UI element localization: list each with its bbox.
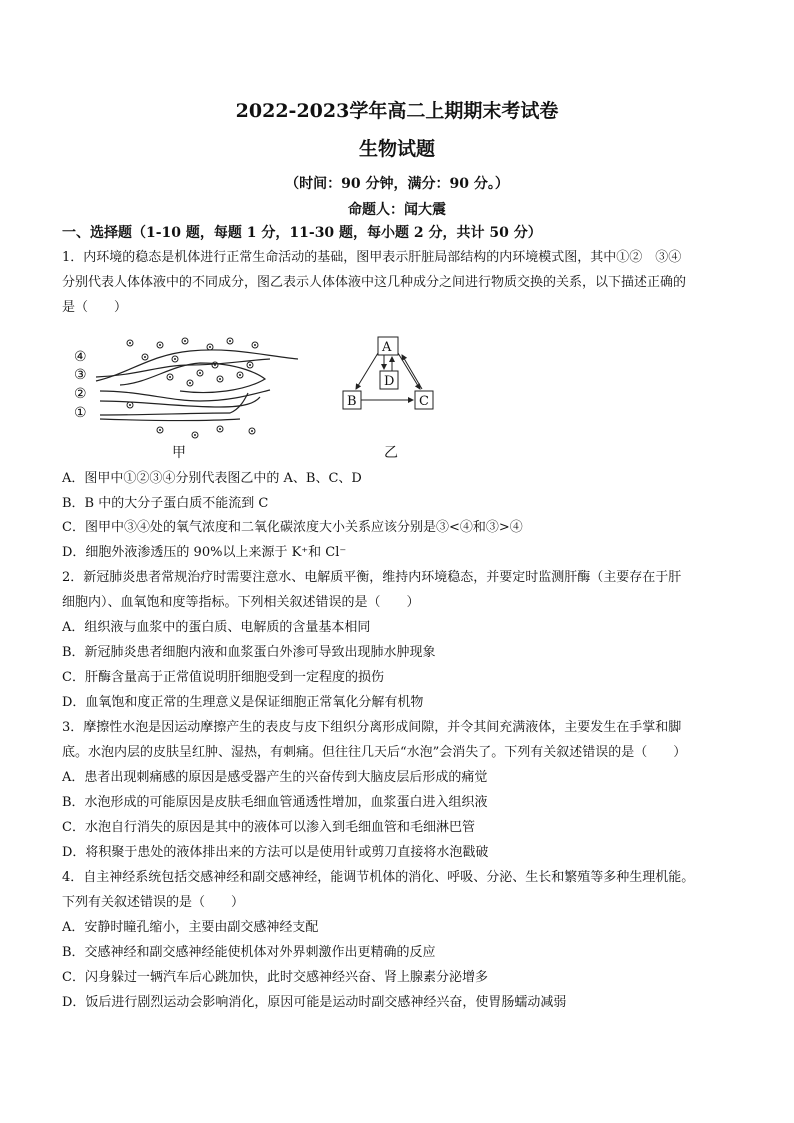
- exam-info: （时间：90 分钟，满分：90 分。）: [285, 176, 509, 192]
- q1-stem-line: 是（ ）: [62, 300, 128, 315]
- section-heading: 一、选择题（1-10 题，每题 1 分，11-30 题，每小题 2 分，共计 50 分）: [62, 225, 542, 241]
- figure-yi: [338, 335, 448, 415]
- caption-yi: 乙: [384, 445, 398, 461]
- exam-title: 2022-2023学年高二上期期末考试卷: [235, 100, 559, 122]
- q4-stem-line: 下列有关叙述错误的是（ ）: [62, 895, 245, 910]
- figure-jia: [70, 335, 300, 445]
- label-3: ③: [74, 367, 87, 383]
- q2-option-a: A．组织液与血浆中的蛋白质、电解质的含量基本相同: [62, 620, 371, 635]
- q1-stem-line: 分别代表人体体液中的不同成分，图乙表示人体体液中这几种成分之间进行物质交换的关系，以下描述正确的: [62, 275, 687, 290]
- label-4: ④: [74, 349, 87, 365]
- q2-option-c: C．肝酶含量高于正常值说明肝细胞受到一定程度的损伤: [62, 670, 384, 685]
- q3-stem-line: 3．摩擦性水泡是因运动摩擦产生的表皮与皮下组织分离形成间隙，并令其间充满液体，主要发生在手掌和脚: [62, 720, 682, 735]
- q3-option-a: A．患者出现刺痛感的原因是感受器产生的兴奋传到大脑皮层后形成的痛觉: [62, 770, 488, 785]
- label-1: ①: [74, 405, 87, 421]
- label-2: ②: [74, 386, 87, 402]
- q1-option-b: B．B 中的大分子蛋白质不能流到 C: [62, 496, 269, 511]
- q4-stem-line: 4．自主神经系统包括交感神经和副交感神经，能调节机体的消化、呼吸、分泌、生长和繁殖等多种生理机能。: [62, 870, 695, 885]
- q2-option-b: B．新冠肺炎患者细胞内液和血浆蛋白外渗可导致出现肺水肿现象: [62, 645, 436, 660]
- q2-stem-line: 2．新冠肺炎患者常规治疗时需要注意水、电解质平衡，维持内环境稳态，并要定时监测肝酶（主要存在于肝: [62, 570, 682, 585]
- caption-jia: 甲: [172, 445, 186, 461]
- q3-option-d: D．将积聚于患处的液体排出来的方法可以是使用针或剪刀直接将水泡戳破: [62, 845, 489, 860]
- exam-author: 命题人：闻大震: [348, 202, 446, 218]
- q1-option-a: A．图甲中①②③④分别代表图乙中的 A、B、C、D: [62, 471, 362, 486]
- q3-option-c: C．水泡自行消失的原因是其中的液体可以渗入到毛细血管和毛细淋巴管: [62, 820, 475, 835]
- q4-option-d: D．饭后进行剧烈运动会影响消化，原因可能是运动时副交感神经兴奋，使胃肠蠕动减弱: [62, 995, 567, 1010]
- node-d: D: [384, 374, 395, 389]
- q4-option-a: A．安静时瞳孔缩小，主要由副交感神经支配: [62, 920, 319, 935]
- node-a: A: [382, 340, 392, 355]
- q4-option-c: C．闪身躲过一辆汽车后心跳加快，此时交感神经兴奋、肾上腺素分泌增多: [62, 970, 488, 985]
- q3-option-b: B．水泡形成的可能原因是皮肤毛细血管通透性增加，血浆蛋白进入组织液: [62, 795, 488, 810]
- q1-stem-line: 1．内环境的稳态是机体进行正常生命活动的基础，图甲表示肝脏局部结构的内环境模式图，其中①② ③④: [62, 250, 682, 265]
- q2-stem-line: 细胞内）、血氧饱和度等指标。下列相关叙述错误的是（ ）: [62, 595, 420, 610]
- q1-option-d: D．细胞外液渗透压的 90%以上来源于 K⁺和 Cl⁻: [62, 545, 347, 560]
- q4-option-b: B．交感神经和副交感神经能使机体对外界刺激作出更精确的反应: [62, 945, 436, 960]
- q2-option-d: D．血氧饱和度正常的生理意义是保证细胞正常氧化分解有机物: [62, 695, 424, 710]
- node-b: B: [347, 394, 357, 409]
- q1-option-c: C．图甲中③④处的氧气浓度和二氧化碳浓度大小关系应该分别是③<④和③>④: [62, 520, 523, 535]
- q3-stem-line: 底。水泡内层的皮肤呈红肿、湿热，有刺痛。但往往几天后“水泡”会消失了。下列有关叙述错误的是（ ）: [62, 745, 687, 760]
- subject-title: 生物试题: [358, 138, 435, 160]
- node-c: C: [419, 394, 429, 409]
